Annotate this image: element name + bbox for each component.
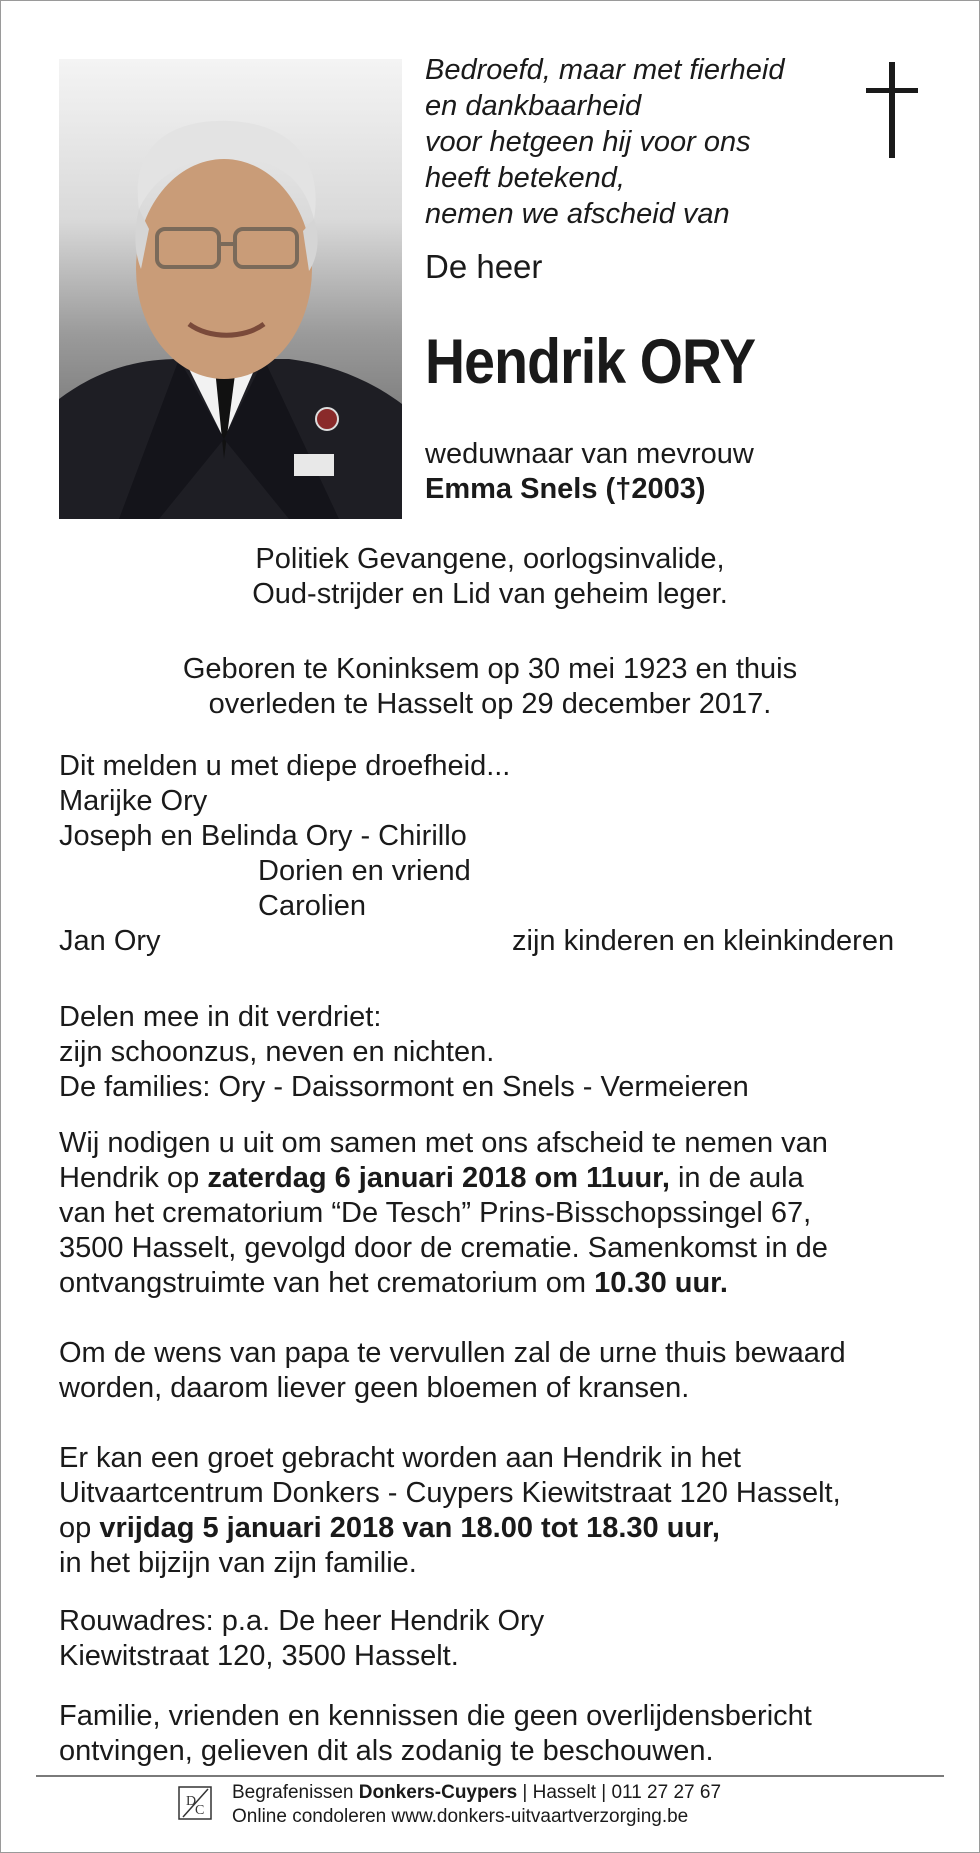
wish-line: Om de wens van papa te vervullen zal de urne thuis bewaard bbox=[59, 1337, 846, 1369]
invite-line: 3500 Hasselt, gevolgd door de crematie. Samenkomst in de bbox=[59, 1232, 828, 1264]
footer-company-line: Begrafenissen Donkers-Cuypers | Hasselt | 011 27 27 67 bbox=[232, 1782, 722, 1803]
visit-line: op vrijdag 5 januari 2018 van 18.00 tot 18.30 uur, bbox=[59, 1512, 720, 1544]
birth-death bbox=[0, 652, 980, 722]
closing-line: ontvingen, gelieven dit als zodanig te beschouwen. bbox=[59, 1735, 714, 1767]
svg-text:C: C bbox=[195, 1803, 205, 1818]
share-line: Delen mee in dit verdriet: bbox=[59, 1001, 382, 1033]
intro-line: nemen we afscheid van bbox=[425, 198, 730, 230]
grandchild: Carolien bbox=[258, 890, 366, 922]
title-line: Oud-strijder en Lid van geheim leger. bbox=[252, 578, 728, 610]
intro-text bbox=[425, 52, 784, 232]
family-member: Jan Ory bbox=[59, 925, 161, 957]
title-line: Politiek Gevangene, oorlogsinvalide, bbox=[255, 543, 725, 575]
invite-line: Wij nodigen u uit om samen met ons afscheid te nemen van bbox=[59, 1127, 828, 1159]
funeral-home-logo-icon bbox=[178, 1783, 214, 1821]
visit-line: Er kan een groet gebracht worden aan Hendrik in het bbox=[59, 1442, 741, 1474]
intro-line: Bedroefd, maar met fierheid bbox=[425, 54, 785, 86]
wish-line: worden, daarom liever geen bloemen of kransen. bbox=[59, 1372, 690, 1404]
closing-line: Familie, vrienden en kennissen die geen overlijdensbericht bbox=[59, 1700, 812, 1732]
birth-line: Geboren te Koninksem op 30 mei 1923 en thuis bbox=[182, 653, 798, 685]
deceased-name: Hendrik ORY bbox=[425, 327, 756, 397]
share-line: zijn schoonzus, neven en nichten. bbox=[59, 1036, 495, 1068]
intro-line: heeft betekend, bbox=[425, 162, 625, 194]
footer-condolence-line: Online condoleren www.donkers-uitvaartverzorging.be bbox=[232, 1806, 689, 1827]
widow-line: weduwnaar van mevrouw bbox=[425, 438, 754, 470]
address-line: Kiewitstraat 120, 3500 Hasselt. bbox=[59, 1640, 459, 1672]
intro-line: en dankbaarheid bbox=[425, 90, 642, 122]
invite-line: Hendrik op zaterdag 6 januari 2018 om 11uur, in de aula bbox=[59, 1162, 804, 1194]
visit-line: Uitvaartcentrum Donkers - Cuypers Kiewitstraat 120 Hasselt, bbox=[59, 1477, 841, 1509]
visit-line: in het bijzijn van zijn familie. bbox=[59, 1547, 417, 1579]
cross-icon bbox=[866, 62, 918, 162]
family-member: Marijke Ory bbox=[59, 785, 208, 817]
salutation: De heer bbox=[425, 248, 543, 285]
svg-text:D: D bbox=[186, 1794, 197, 1809]
share-line: De families: Ory - Daissormont en Snels - Vermeieren bbox=[59, 1071, 749, 1103]
widow-name: Emma Snels (†2003) bbox=[425, 473, 706, 505]
intro-line: voor hetgeen hij voor ons bbox=[425, 126, 751, 158]
address-line: Rouwadres: p.a. De heer Hendrik Ory bbox=[59, 1605, 545, 1637]
titles bbox=[0, 542, 980, 612]
family-relation: zijn kinderen en kleinkinderen bbox=[512, 925, 895, 957]
invite-line: van het crematorium “De Tesch” Prins-Bisschopssingel 67, bbox=[59, 1197, 812, 1229]
family-announce: Dit melden u met diepe droefheid... bbox=[59, 750, 511, 782]
footer-divider bbox=[36, 1775, 944, 1777]
family-member: Joseph en Belinda Ory - Chirillo bbox=[59, 820, 467, 852]
grandchild: Dorien en vriend bbox=[258, 855, 471, 887]
invite-line: ontvangstruimte van het crematorium om 10.30 uur. bbox=[59, 1267, 728, 1299]
death-line: overleden te Hasselt op 29 december 2017. bbox=[208, 688, 772, 720]
portrait-photo bbox=[59, 59, 402, 519]
